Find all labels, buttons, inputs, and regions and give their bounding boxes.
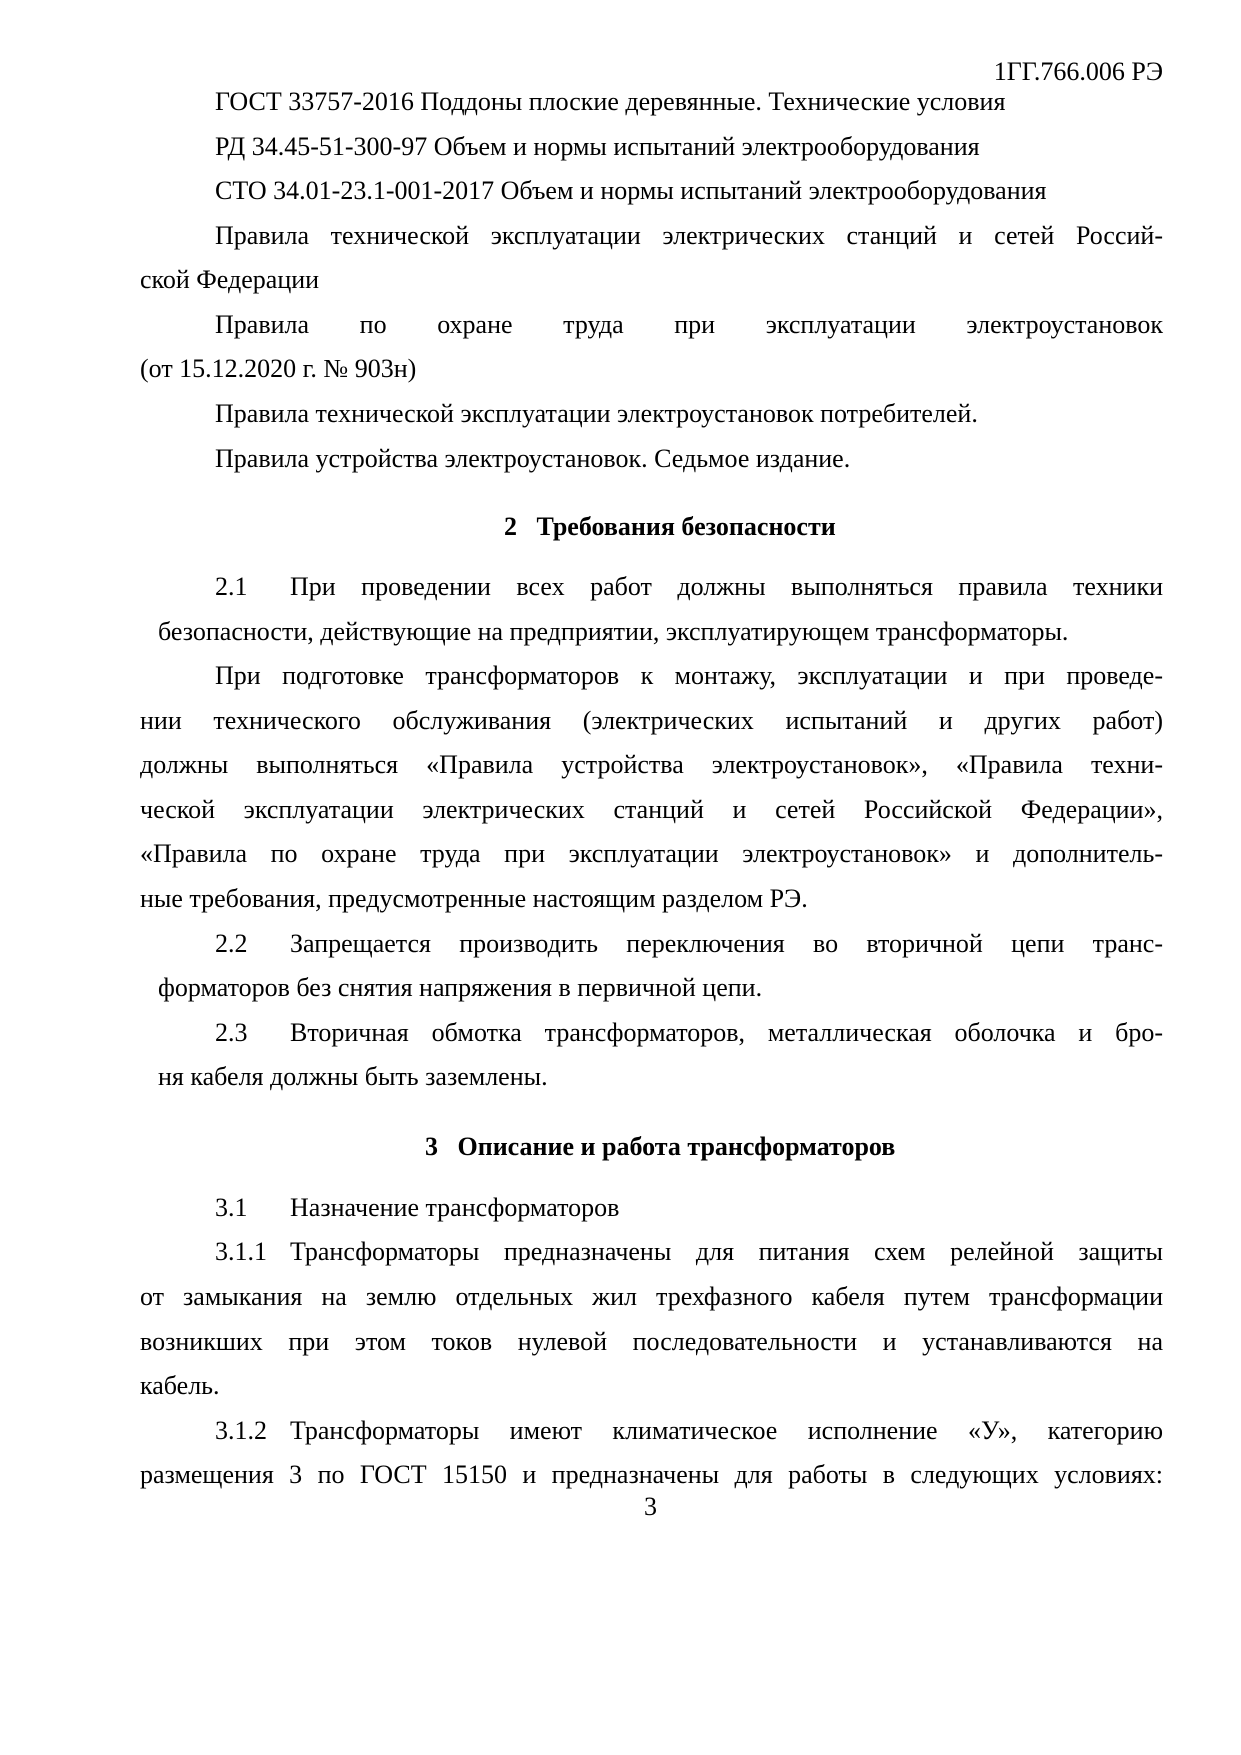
paragraph-line: форматоров без снятия напряжения в первичной цепи. xyxy=(158,973,763,1002)
paragraph-line: от замыкания на землю отдельных жил трехфазного кабеля путем трансформации xyxy=(140,1282,1163,1311)
subsection-title: Назначение трансформаторов xyxy=(290,1193,620,1222)
paragraph-number: 3.1 xyxy=(215,1193,248,1222)
section-title: Описание и работа трансформаторов xyxy=(457,1132,896,1161)
paragraph-line: ные требования, предусмотренные настоящим разделом РЭ. xyxy=(140,884,808,913)
paragraph-line: должны выполняться «Правила устройства электроустановок», «Правила техни- xyxy=(140,750,1163,779)
section-number: 3 xyxy=(425,1132,438,1161)
reference-line: РД 34.45-51-300-97 Объем и нормы испытаний электрооборудования xyxy=(215,132,980,161)
paragraph-number: 3.1.1 xyxy=(215,1237,267,1266)
subsection-heading xyxy=(215,1193,619,1223)
reference-line: СТО 34.01-23.1-001-2017 Объем и нормы испытаний электрооборудования xyxy=(215,176,1047,205)
paragraph-line: размещения 3 по ГОСТ 15150 и предназначены для работы в следующих условиях: xyxy=(140,1460,1163,1489)
reference-line: Правила устройства электроустановок. Седьмое издание. xyxy=(215,444,851,473)
paragraph-text: Трансформаторы имеют климатическое исполнение «У», категорию xyxy=(290,1416,1163,1445)
reference-line: ской Федерации xyxy=(140,265,320,294)
section-title: Требования безопасности xyxy=(536,512,836,541)
reference-line: (от 15.12.2020 г. № 903н) xyxy=(140,354,417,383)
paragraph-number: 3.1.2 xyxy=(215,1416,267,1445)
paragraph-text: При проведении всех работ должны выполняться правила техники xyxy=(290,572,1163,601)
paragraph-number: 2.3 xyxy=(215,1018,248,1047)
paragraph-number: 2.1 xyxy=(215,572,248,601)
section-heading xyxy=(425,1132,895,1162)
paragraph-text: Запрещается производить переключения во вторичной цепи транс- xyxy=(290,929,1163,958)
reference-line: ГОСТ 33757-2016 Поддоны плоские деревянные. Технические условия xyxy=(215,87,1006,116)
paragraph-line xyxy=(215,1416,1163,1446)
paragraph-line: безопасности, действующие на предприятии, эксплуатирующем трансформаторы. xyxy=(158,617,1069,646)
paragraph-line xyxy=(215,1018,1163,1048)
paragraph-line xyxy=(215,572,1163,602)
paragraph-line xyxy=(215,1237,1163,1267)
paragraph-line: нии технического обслуживания (электрических испытаний и других работ) xyxy=(140,706,1163,735)
paragraph-text: Трансформаторы предназначены для питания схем релейной защиты xyxy=(290,1237,1163,1266)
reference-line: Правила технической эксплуатации электроустановок потребителей. xyxy=(215,399,978,428)
section-number: 2 xyxy=(504,512,517,541)
doc-code-header: 1ГГ.766.006 РЭ xyxy=(993,57,1163,86)
paragraph-line: При подготовке трансформаторов к монтажу, эксплуатации и при проведе- xyxy=(215,661,1163,690)
paragraph-text: Вторичная обмотка трансформаторов, металлическая оболочка и бро- xyxy=(290,1018,1163,1047)
paragraph-line: ческой эксплуатации электрических станций и сетей Российской Федерации», xyxy=(140,795,1163,824)
paragraph-line xyxy=(215,929,1163,959)
paragraph-line: «Правила по охране труда при эксплуатации электроустановок» и дополнитель- xyxy=(140,839,1163,868)
paragraph-number: 2.2 xyxy=(215,929,248,958)
paragraph-line: кабель. xyxy=(140,1371,220,1400)
page-number: 3 xyxy=(644,1492,657,1521)
reference-line: Правила по охране труда при эксплуатации электроустановок xyxy=(215,310,1163,339)
paragraph-line: возникших при этом токов нулевой последовательности и устанавливаются на xyxy=(140,1327,1163,1356)
section-heading xyxy=(504,512,836,542)
paragraph-line: ня кабеля должны быть заземлены. xyxy=(158,1062,548,1091)
reference-line: Правила технической эксплуатации электрических станций и сетей Россий- xyxy=(215,221,1163,250)
